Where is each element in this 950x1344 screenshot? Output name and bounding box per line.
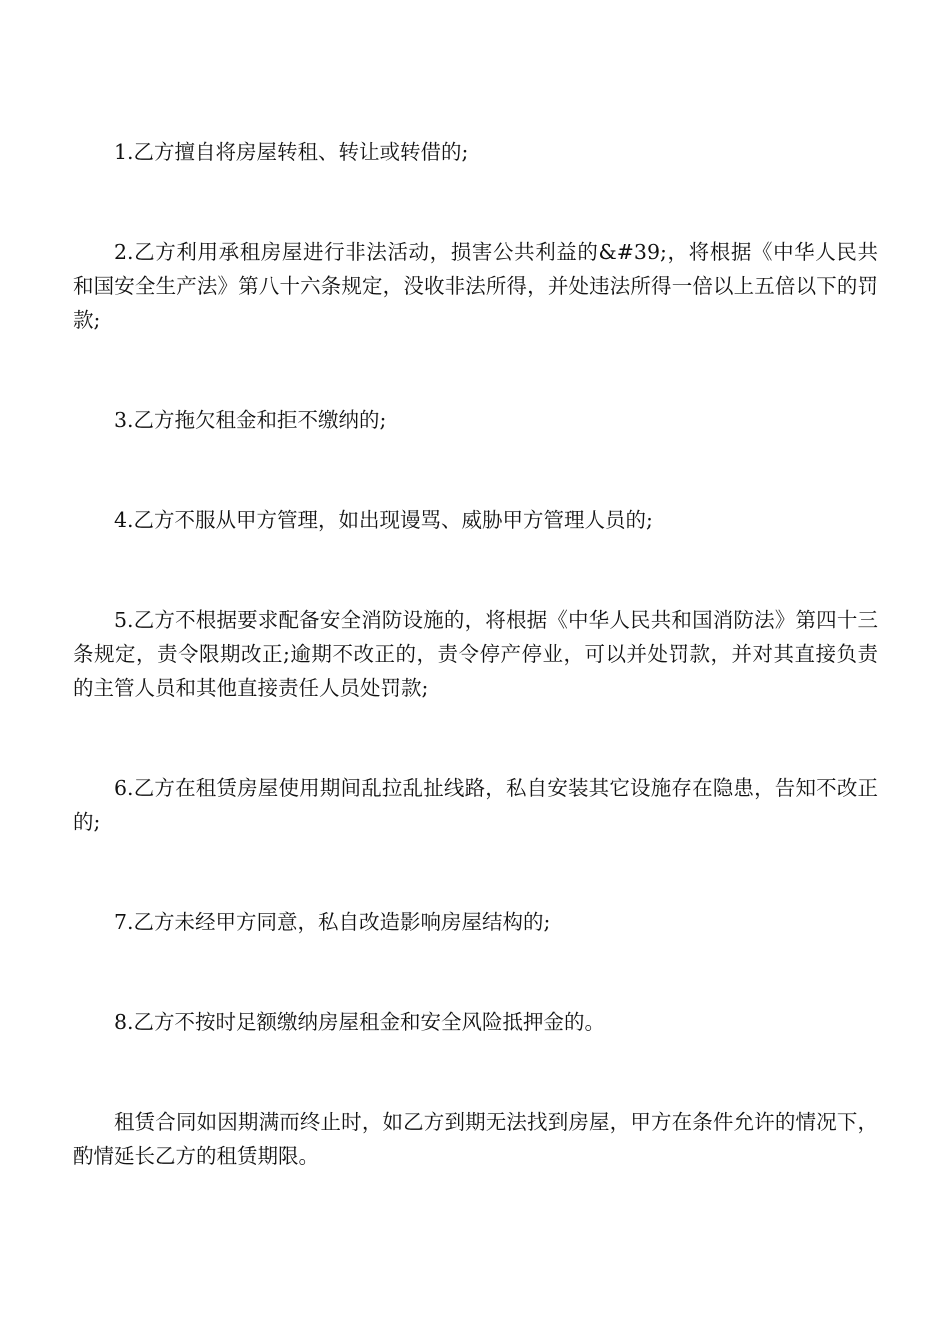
clause-5: 5.乙方不根据要求配备安全消防设施的，将根据《中华人民共和国消防法》第四十三条规定，责令限期改正;逾期不改正的，责令停产停业，可以并处罚款，并对其直接负责的主管人员和其他直接责任人员处罚款;	[73, 608, 878, 700]
clause-7: 7.乙方未经甲方同意，私自改造影响房屋结构的;	[114, 910, 551, 934]
clause-6: 6.乙方在租赁房屋使用期间乱拉乱扯线路，私自安装其它设施存在隐患，告知不改正的;	[73, 776, 878, 834]
clause-4: 4.乙方不服从甲方管理，如出现谩骂、威胁甲方管理人员的;	[114, 508, 653, 532]
lease-extension-paragraph: 租赁合同如因期满而终止时，如乙方到期无法找到房屋，甲方在条件允许的情况下，酌情延长乙方的租赁期限。	[73, 1110, 878, 1168]
document-body	[73, 135, 878, 1173]
clause-3: 3.乙方拖欠租金和拒不缴纳的;	[114, 408, 387, 432]
clause-8: 8.乙方不按时足额缴纳房屋租金和安全风险抵押金的。	[114, 1010, 606, 1034]
clause-1: 1.乙方擅自将房屋转租、转让或转借的;	[114, 140, 469, 164]
clause-2: 2.乙方利用承租房屋进行非法活动，损害公共利益的&#39;，将根据《中华人民共和国安全生产法》第八十六条规定，没收非法所得，并处违法所得一倍以上五倍以下的罚款;	[73, 240, 878, 332]
